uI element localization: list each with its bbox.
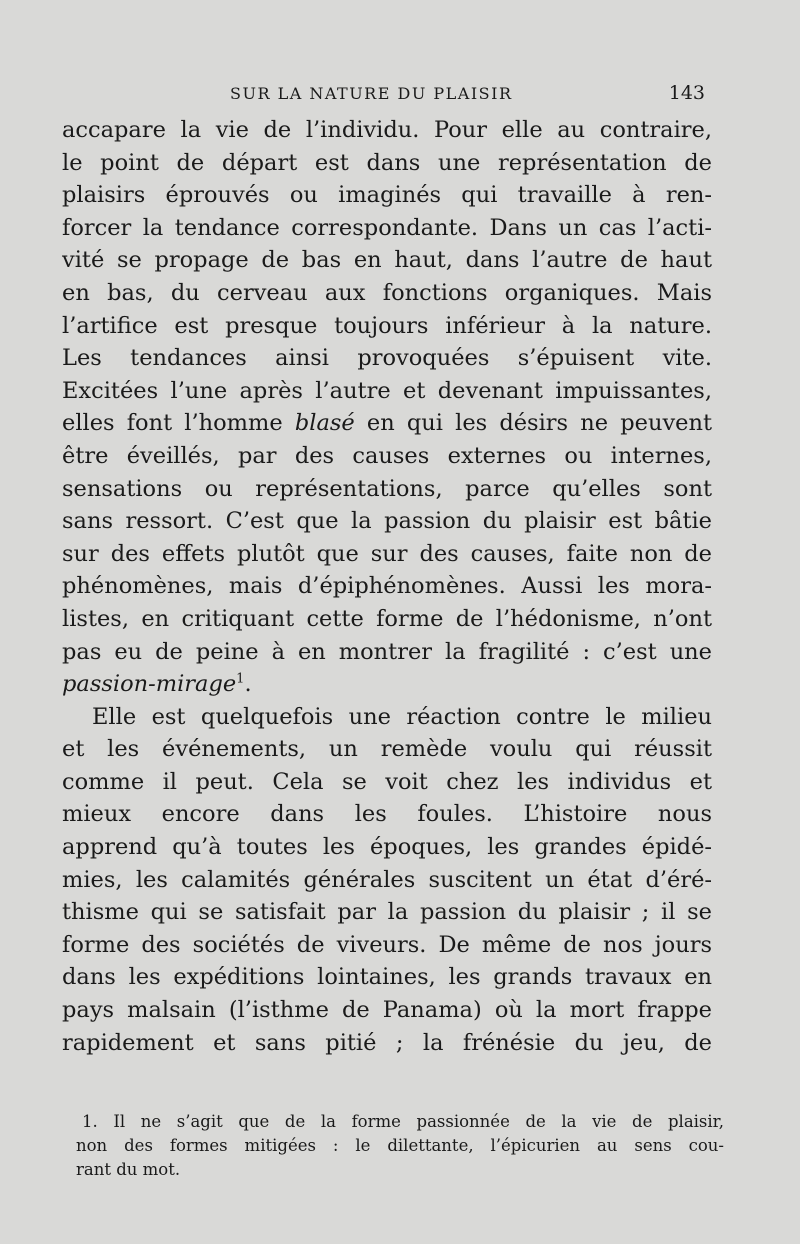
text-line: comme il peut. Cela se voit chez les individus et — [62, 768, 712, 795]
footnote-line: 1. Il ne s’agit que de la forme passionnée de la vie de plaisir, — [82, 1112, 724, 1131]
text-line: être éveillés, par des causes externes ou internes, — [62, 442, 712, 469]
text-line — [62, 668, 712, 701]
text-line: pas eu de peine à en montrer la fragilité : c’est une — [62, 638, 712, 665]
text-line: le point de départ est dans une représentation de — [62, 149, 712, 176]
text-line: sensations ou représentations, parce qu’elles sont — [62, 475, 712, 502]
text-line: accapare la vie de l’individu. Pour elle au contraire, — [62, 117, 712, 143]
text-line: phénomènes, mais d’épiphénomènes. Aussi les mora- — [62, 573, 712, 600]
text-line: apprend qu’à toutes les époques, les grandes épidé- — [62, 834, 712, 861]
text-line: en bas, du cerveau aux fonctions organiques. Mais — [62, 279, 712, 306]
text-segment: elles font l’homme — [62, 410, 283, 437]
text-line: listes, en critiquant cette forme de l’hédonisme, n’ont — [62, 605, 712, 632]
text-line: mies, les calamités générales suscitent un état d’éré- — [62, 866, 712, 893]
text-line: dans les expéditions lointaines, les grands travaux en — [62, 964, 712, 991]
text-segment: en qui les désirs ne peuvent — [366, 410, 712, 437]
text-line: l’artifice est presque toujours inférieur à la nature. — [62, 312, 712, 339]
text-line — [62, 407, 712, 440]
text-line: sans ressort. C’est que la passion du plaisir est bâtie — [62, 508, 712, 535]
text-line: et les événements, un remède voulu qui réussit — [62, 736, 712, 763]
text-line: mieux encore dans les foules. L’histoire nous — [62, 801, 712, 828]
text-line: vité se propage de bas en haut, dans l’autre de haut — [62, 247, 712, 274]
text-segment: . — [244, 671, 252, 698]
text-line: plaisirs éprouvés ou imaginés qui travaille à ren- — [62, 182, 712, 209]
text-line: pays malsain (l’isthme de Panama) où la mort frappe — [62, 997, 712, 1024]
italic-word: passion-mirage — [62, 671, 237, 698]
page-number: 143 — [668, 82, 705, 104]
text-line: Excitées l’une après l’autre et devenant impuissantes, — [62, 377, 712, 404]
footnote-line: non des formes mitigées : le dilettante, l’épicurien au sens cou- — [76, 1136, 724, 1155]
text-line: forme des sociétés de viveurs. De même de nos jours — [62, 931, 712, 958]
text-line: Les tendances ainsi provoquées s’épuisent vite. — [62, 345, 712, 372]
text-line: forcer la tendance correspondante. Dans un cas l’acti- — [62, 214, 712, 241]
running-head — [60, 80, 705, 110]
text-line: rapidement et sans pitié ; la frénésie du jeu, de — [62, 1029, 712, 1056]
text-line: Elle est quelquefois une réaction contre le milieu — [92, 703, 712, 730]
footnote-ref: 1 — [236, 671, 245, 687]
footnote-line: rant du mot. — [76, 1160, 181, 1179]
footnotes — [76, 1110, 724, 1182]
text-line: sur des effets plutôt que sur des causes, faite non de — [62, 540, 712, 567]
text-line: thisme qui se satisfait par la passion du plaisir ; il se — [62, 899, 712, 926]
running-title: SUR LA NATURE DU PLAISIR — [230, 84, 513, 103]
body-text — [62, 114, 712, 1059]
italic-word: blasé — [294, 410, 355, 437]
